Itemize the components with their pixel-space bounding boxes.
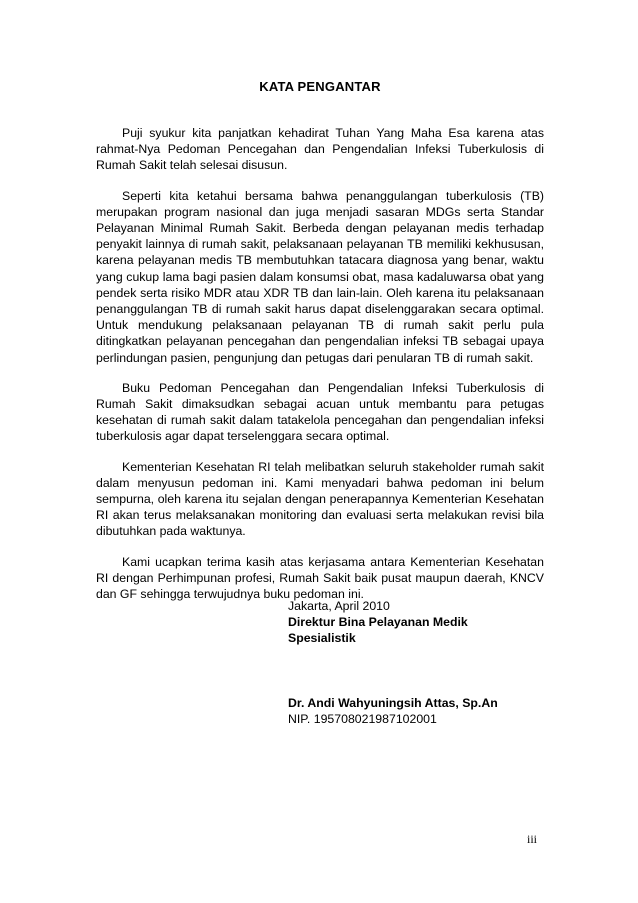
signature-space bbox=[288, 647, 544, 695]
signer-position-line-1: Direktur Bina Pelayanan Medik bbox=[288, 615, 468, 630]
paragraph-3: Buku Pedoman Pencegahan dan Pengendalian Infeksi Tuberkulosis di Rumah Sakit dimaksudkan sebagai acuan untuk membantu para petugas kesehatan di rumah sakit dalam tatakelola pencegahan dan pengendalian infeksi tuberkulosis agar dapat terselenggara secara optimal. bbox=[96, 380, 544, 444]
page-title: KATA PENGANTAR bbox=[259, 79, 381, 94]
paragraph-1: Puji syukur kita panjatkan kehadirat Tuhan Yang Maha Esa karena atas rahmat-Nya Pedoman Pencegahan dan Pengendalian Infeksi Tuberkulosis di Rumah Sakit telah selesai disusun. bbox=[96, 126, 544, 173]
paragraph-5: Kami ucapkan terima kasih atas kerjasama antara Kementerian Kesehatan RI dengan Perhimpunan profesi, Rumah Sakit baik pusat maupun daerah, KNCV dan GF sehingga terwujudnya buku pedoman ini. bbox=[96, 554, 544, 602]
signature-block bbox=[288, 598, 544, 727]
signer-nip: NIP. 195708021987102001 bbox=[288, 711, 437, 726]
paragraph-2: Seperti kita ketahui bersama bahwa penanggulangan tuberkulosis (TB) merupakan program nasional dan juga menjadi sasaran MDGs serta Standar Pelayanan Minimal Rumah Sakit. Berbeda dengan pelayanan medis terhadap penyakit lainnya di rumah sakit, pelaksanaan pelayanan TB memiliki kekhususan, karena pelayanan medis TB membutuhkan tatacara diagnosa yang benar, waktu yang cukup lama bagi pasien dalam konsumsi obat, masa kadaluwarsa obat yang pendek serta risiko MDR atau XDR TB dan lain-lain. Oleh karena itu pelaksanaan penanggulangan TB di rumah sakit harus dapat diselenggarakan secara optimal. Untuk mendukung pelaksanaan pelayanan TB di rumah sakit perlu pula ditingkatkan pelayanan pencegahan dan pengendalian infeksi TB sebagai upaya perlindungan pasien, pengunjung dan petugas dari penularan TB di rumah sakit. bbox=[96, 188, 544, 365]
page-number: iii bbox=[527, 832, 538, 846]
body-text bbox=[96, 125, 544, 616]
signer-position-line-2: Spesialistik bbox=[288, 631, 356, 646]
paragraph-4: Kementerian Kesehatan RI telah melibatkan seluruh stakeholder rumah sakit dalam menyusun pedoman ini. Kami menyadari bahwa pedoman ini belum sempurna, oleh karena itu sejalan dengan penerapannya Kementerian Kesehatan RI akan terus melaksanakan monitoring dan evaluasi serta melakukan revisi bila dibutuhkan pada waktunya. bbox=[96, 459, 544, 539]
signer-name: Dr. Andi Wahyuningsih Attas, Sp.An bbox=[288, 695, 498, 710]
place-date: Jakarta, April 2010 bbox=[288, 599, 390, 613]
